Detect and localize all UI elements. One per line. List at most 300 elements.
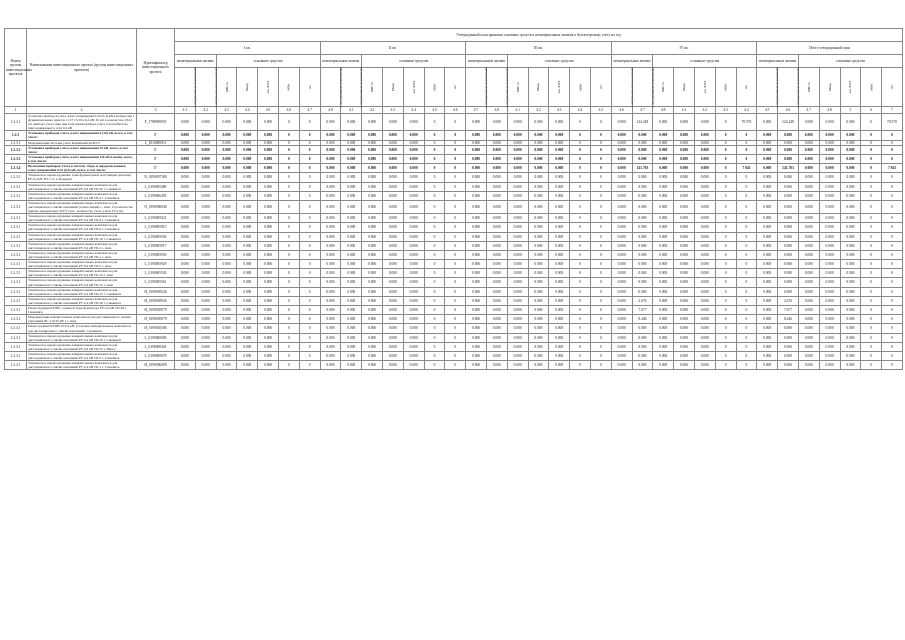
row-name: Техническое перевооружение измерительных комплексов для дистанционного снятия показаний РУ-0,4 кВ ТП-25 г. Миасс — [27, 342, 137, 351]
row-value: 0 — [715, 351, 736, 360]
row-value: 0 — [882, 200, 903, 213]
row-value: 0.000 — [466, 306, 487, 315]
row-value: 0 — [590, 241, 611, 250]
row-value: 0.000 — [549, 260, 570, 269]
column-header-unit: МВт — [424, 68, 445, 107]
row-value: 0.000 — [237, 154, 258, 163]
row-value: 0 — [424, 223, 445, 232]
row-value: 0.000 — [175, 315, 196, 324]
column-header-unit: км ЛЭП — [840, 68, 861, 107]
row-value: 0.000 — [195, 214, 216, 223]
row-value: 0.000 — [382, 200, 403, 213]
column-number: 4.3 — [549, 107, 570, 114]
row-value: 0.000 — [362, 214, 383, 223]
row-value: 0.000 — [382, 306, 403, 315]
row-value: 0 — [736, 145, 757, 154]
row-value: 0 — [278, 306, 299, 315]
row-value: 0.000 — [195, 315, 216, 324]
row-value: 0 — [861, 342, 882, 351]
row-name: Техническое перевооружение измерительных комплексов для дистанционного снятия показаний РУ-0,4 кВ ТП-1 г. Снежинск — [27, 361, 137, 370]
row-value: 0.000 — [798, 173, 819, 182]
row-value: 0.000 — [653, 191, 674, 200]
column-header-unit: в натуральных показателях — [466, 68, 487, 107]
row-value: 0 — [570, 200, 591, 213]
row-value: 0 — [278, 182, 299, 191]
row-value: 0.000 — [466, 351, 487, 360]
row-value: 0.000 — [840, 114, 861, 131]
row-value: 0.000 — [237, 260, 258, 269]
row-value: 0.000 — [611, 182, 632, 191]
row-value: 0 — [445, 324, 466, 333]
row-value: 0 — [278, 269, 299, 278]
row-value: 0.000 — [757, 342, 778, 351]
row-value: 0 — [861, 296, 882, 305]
row-value: 0.000 — [611, 145, 632, 154]
row-value: 0.000 — [216, 164, 237, 173]
row-value: 0.000 — [549, 173, 570, 182]
row-value: 0.000 — [528, 191, 549, 200]
row-code: L_0190000079 — [137, 351, 175, 360]
row-value: 0.000 — [175, 351, 196, 360]
row-value: 0.000 — [528, 250, 549, 259]
row-value: 0 — [424, 287, 445, 296]
row-value: 0.000 — [653, 223, 674, 232]
row-value: 0 — [299, 182, 320, 191]
row-value: 0 — [736, 182, 757, 191]
row-value: 0.000 — [798, 223, 819, 232]
row-value: 0.000 — [258, 296, 279, 305]
table-row — [5, 361, 903, 370]
row-value: 0.000 — [486, 241, 507, 250]
row-value: 0.000 — [216, 306, 237, 315]
row-value: 0.000 — [216, 269, 237, 278]
row-value: 0 — [882, 182, 903, 191]
column-header-unit: в натуральных показателях — [632, 68, 653, 107]
row-value: 0.000 — [632, 173, 653, 182]
row-value: 0.000 — [632, 191, 653, 200]
table-row — [5, 241, 903, 250]
row-id: 1.2.3.1 — [5, 260, 27, 269]
row-value: 0.000 — [528, 333, 549, 342]
row-value: 0.000 — [840, 333, 861, 342]
row-value: 0.000 — [840, 260, 861, 269]
row-value: 0 — [736, 241, 757, 250]
row-value: 0.000 — [341, 145, 362, 154]
row-value: 0.000 — [486, 164, 507, 173]
row-value: 0 — [278, 164, 299, 173]
row-value: 0.000 — [611, 241, 632, 250]
row-value: 0.000 — [694, 333, 715, 342]
row-value: 0.000 — [549, 361, 570, 370]
row-value: 0.000 — [611, 164, 632, 173]
row-value: 0.000 — [694, 260, 715, 269]
row-value: 0.000 — [403, 324, 424, 333]
row-value: 0 — [590, 191, 611, 200]
row-value: 0.000 — [611, 306, 632, 315]
row-value: 0.000 — [528, 324, 549, 333]
row-value: 0.000 — [195, 342, 216, 351]
row-value: 0.000 — [611, 324, 632, 333]
row-value: 0 — [278, 191, 299, 200]
row-value: 0.000 — [216, 361, 237, 370]
row-value: 0.000 — [403, 214, 424, 223]
row-value: 0.000 — [403, 154, 424, 163]
row-value: 0.000 — [175, 250, 196, 259]
table-row — [5, 214, 903, 223]
row-value: 0 — [861, 154, 882, 163]
row-value: 0 — [278, 173, 299, 182]
row-value: 0.000 — [653, 145, 674, 154]
column-header-os: основные средства — [216, 55, 320, 68]
row-value: 70.570 — [736, 114, 757, 131]
row-value: 0 — [570, 278, 591, 287]
row-value: 0.000 — [195, 351, 216, 360]
row-value: 0.000 — [840, 182, 861, 191]
row-value: 0.000 — [382, 114, 403, 131]
row-value: 0 — [570, 191, 591, 200]
row-value: 0 — [278, 223, 299, 232]
row-value: 0.000 — [798, 140, 819, 145]
column-number: 4.7 — [299, 107, 320, 114]
table-row — [5, 200, 903, 213]
row-value: 0.000 — [674, 173, 695, 182]
row-code: L_0190005930 — [137, 250, 175, 259]
row-value: 0 — [278, 351, 299, 360]
row-value: 0.000 — [216, 342, 237, 351]
row-value: 0 — [299, 154, 320, 163]
row-value: 0 — [715, 241, 736, 250]
row-value: 0.000 — [320, 296, 341, 305]
row-value: 0.000 — [653, 214, 674, 223]
column-number: 4.1 — [507, 107, 528, 114]
row-value: 0.000 — [819, 214, 840, 223]
row-value: 0 — [882, 361, 903, 370]
row-value: 0.000 — [362, 164, 383, 173]
row-value: 0.000 — [611, 131, 632, 140]
column-number: 4.8 — [320, 107, 341, 114]
row-value: 0.000 — [819, 342, 840, 351]
row-value: 0 — [736, 260, 757, 269]
row-id: 1.2.3.1 — [5, 241, 27, 250]
row-value: 0.000 — [382, 287, 403, 296]
row-value: 0 — [570, 287, 591, 296]
row-value: 0.000 — [195, 131, 216, 140]
row-id: 1.2.3.1 — [5, 324, 27, 333]
row-value: 0 — [715, 200, 736, 213]
row-value: 0.000 — [382, 223, 403, 232]
row-value: 0.000 — [320, 324, 341, 333]
row-code: L_0190005917 — [137, 241, 175, 250]
row-value: 0 — [424, 250, 445, 259]
row-value: 0 — [736, 306, 757, 315]
row-value: 0 — [861, 131, 882, 140]
row-value: 0.000 — [632, 333, 653, 342]
row-value: 0.000 — [216, 333, 237, 342]
table-row — [5, 333, 903, 342]
column-header-unit: шт — [590, 68, 611, 107]
row-value: 0.000 — [611, 333, 632, 342]
row-value: 0 — [882, 260, 903, 269]
row-value: 0.000 — [694, 140, 715, 145]
row-value: 0 — [424, 114, 445, 131]
row-value: 0.000 — [195, 232, 216, 241]
row-value: 0.000 — [611, 114, 632, 131]
row-value: 0 — [861, 214, 882, 223]
row-value: 0.000 — [237, 214, 258, 223]
row-value: 0 — [882, 140, 903, 145]
row-value: 0.000 — [528, 173, 549, 182]
row-value: 0.000 — [528, 306, 549, 315]
row-value: 0.000 — [757, 315, 778, 324]
column-number: 4.4 — [736, 107, 757, 114]
row-value: 0.000 — [507, 287, 528, 296]
row-value: 0 — [299, 342, 320, 351]
row-value: 0.000 — [382, 214, 403, 223]
row-value: 0.000 — [674, 241, 695, 250]
row-value: 0 — [590, 214, 611, 223]
row-value: 0.000 — [549, 306, 570, 315]
row-value: 0.000 — [237, 140, 258, 145]
row-value: 0.000 — [362, 361, 383, 370]
row-value: 0 — [861, 182, 882, 191]
row-value: 0 — [424, 173, 445, 182]
row-value: 0.000 — [611, 260, 632, 269]
row-value: 0 — [570, 324, 591, 333]
row-value: 0 — [570, 269, 591, 278]
row-value: 0.000 — [819, 351, 840, 360]
row-name: Реконструкция КТПН-10/0,4 кВ, установка измерительных комплексов для дистанционного снятия показаний г. Снежинск — [27, 324, 137, 333]
row-value: 0 — [715, 278, 736, 287]
row-value: 2.676 — [778, 296, 799, 305]
row-value: 0.000 — [362, 333, 383, 342]
row-value: 0 — [590, 324, 611, 333]
row-value: 0.000 — [486, 232, 507, 241]
column-header-unit: МВ×А — [653, 68, 674, 107]
row-value: 0 — [278, 250, 299, 259]
row-value: 0.000 — [840, 200, 861, 213]
row-value: 0 — [278, 232, 299, 241]
row-id: 1.2.3.1 — [5, 223, 27, 232]
row-value: 0 — [882, 306, 903, 315]
row-value: 0.000 — [486, 154, 507, 163]
row-value: 0.000 — [798, 154, 819, 163]
row-value: 0 — [590, 182, 611, 191]
row-value: 0 — [715, 287, 736, 296]
row-value: 0.000 — [195, 361, 216, 370]
row-value: 0.000 — [757, 287, 778, 296]
column-header-quarter: IV кв. — [611, 42, 757, 55]
row-value: 0.000 — [237, 287, 258, 296]
row-value: 0.000 — [528, 260, 549, 269]
row-value: 0.000 — [798, 306, 819, 315]
column-header-quarter: III кв. — [466, 42, 612, 55]
row-value: 0 — [882, 131, 903, 140]
row-value: 0.000 — [674, 114, 695, 131]
table-row — [5, 114, 903, 131]
row-value: 0 — [590, 173, 611, 182]
row-value: 0.000 — [507, 260, 528, 269]
row-value: 0 — [861, 333, 882, 342]
row-value: 0 — [299, 250, 320, 259]
row-value: 0.000 — [362, 260, 383, 269]
row-value: 0.000 — [362, 145, 383, 154]
row-name: Техническое перевооружение измерительных комплексов для дистанционного снятия показаний РУ-0,4 кВ ТП-5 г. Снежинск — [27, 351, 137, 360]
row-value: 0.000 — [216, 232, 237, 241]
row-value: 0 — [590, 361, 611, 370]
row-value: 0 — [590, 200, 611, 213]
row-value: 0.000 — [632, 145, 653, 154]
column-number: 4.7 — [632, 107, 653, 114]
row-value: 0.000 — [778, 260, 799, 269]
row-value: 0.000 — [486, 278, 507, 287]
column-number: 5 — [840, 107, 861, 114]
row-value: 0 — [445, 260, 466, 269]
column-header-unit: МВт — [278, 68, 299, 107]
column-header-unit: в натуральных показателях — [778, 68, 799, 107]
column-number: 4.3 — [216, 107, 237, 114]
row-id: 1.2.3.1 — [5, 269, 27, 278]
row-value: 0.000 — [486, 342, 507, 351]
row-value: 8.446 — [632, 315, 653, 324]
row-value: 0.000 — [507, 315, 528, 324]
row-value: 0.000 — [341, 260, 362, 269]
row-value: 0 — [590, 296, 611, 305]
row-value: 0.000 — [382, 154, 403, 163]
row-value: 0.000 — [486, 140, 507, 145]
row-value: 0.000 — [341, 154, 362, 163]
row-value: 0 — [715, 173, 736, 182]
row-value: 0.000 — [798, 191, 819, 200]
row-value: 141.703 — [632, 164, 653, 173]
row-value: 0.000 — [195, 333, 216, 342]
row-value: 0 — [861, 278, 882, 287]
row-value: 0.000 — [216, 250, 237, 259]
row-value: 7 943 — [736, 164, 757, 173]
row-code: H_0190005526 — [137, 287, 175, 296]
row-value: 0.000 — [674, 145, 695, 154]
row-value: 0.000 — [486, 173, 507, 182]
row-value: 0.000 — [549, 214, 570, 223]
row-value: 0.000 — [362, 315, 383, 324]
row-value: 0.000 — [258, 260, 279, 269]
row-value: 0.000 — [819, 324, 840, 333]
row-value: 0 — [278, 315, 299, 324]
row-value: 0 — [590, 278, 611, 287]
row-value: 0 — [861, 361, 882, 370]
row-value: 0 — [861, 260, 882, 269]
row-value: 0.000 — [216, 200, 237, 213]
row-value: 0.000 — [507, 232, 528, 241]
row-value: 0.000 — [341, 182, 362, 191]
row-value: 0.000 — [611, 351, 632, 360]
row-value: 0.000 — [840, 191, 861, 200]
row-value: 0.000 — [528, 164, 549, 173]
row-value: 0.000 — [237, 173, 258, 182]
row-value: 0.000 — [694, 191, 715, 200]
row-value: 0.000 — [258, 232, 279, 241]
row-id: 1.2.3.1 — [5, 173, 27, 182]
table-row — [5, 315, 903, 324]
row-value: 0.000 — [237, 324, 258, 333]
row-value: 0 — [299, 361, 320, 370]
row-value: 0 — [570, 214, 591, 223]
row-value: 0.000 — [175, 306, 196, 315]
row-id: 1.2.2.1 — [5, 114, 27, 131]
table-row — [5, 173, 903, 182]
row-value: 141.703 — [778, 164, 799, 173]
row-value: 0.000 — [653, 140, 674, 145]
row-id: 1.2.3.1 — [5, 315, 27, 324]
row-value: 0.000 — [507, 278, 528, 287]
row-value: 0.000 — [757, 140, 778, 145]
row-value: 0.000 — [258, 164, 279, 173]
row-value: 0 — [736, 287, 757, 296]
row-value: 0 — [424, 232, 445, 241]
row-value: 0.000 — [382, 241, 403, 250]
row-value: 0.000 — [507, 200, 528, 213]
row-value: 0.000 — [694, 154, 715, 163]
column-number: 4.5 — [590, 107, 611, 114]
row-value: 0.000 — [674, 315, 695, 324]
row-value: 0.000 — [549, 250, 570, 259]
row-value: 0.000 — [195, 154, 216, 163]
row-value: 0.000 — [757, 191, 778, 200]
row-value: 0.000 — [403, 191, 424, 200]
row-code: Г — [137, 131, 175, 140]
row-value: 0.000 — [798, 164, 819, 173]
row-name: Техническое перевооружение измерительных комплексов для дистанционного снятия показаний РУ-0,4 кВ ТП-20 г. Снежинск — [27, 182, 137, 191]
table-row — [5, 164, 903, 173]
row-value: 0.000 — [507, 342, 528, 351]
row-value: 0.000 — [341, 287, 362, 296]
row-value: 0.000 — [653, 164, 674, 173]
row-value: 0 — [590, 315, 611, 324]
row-value: 0.000 — [320, 361, 341, 370]
row-value: 0.000 — [466, 114, 487, 131]
row-value: 0.000 — [341, 200, 362, 213]
row-value: 0 — [590, 306, 611, 315]
table-row — [5, 260, 903, 269]
row-value: 0.000 — [549, 351, 570, 360]
row-value: 0.000 — [507, 296, 528, 305]
row-value: 0.000 — [216, 315, 237, 324]
row-value: 0 — [736, 140, 757, 145]
row-value: 0.000 — [819, 241, 840, 250]
row-value: 0.000 — [611, 140, 632, 145]
row-value: 0.000 — [840, 278, 861, 287]
row-value: 0.000 — [674, 260, 695, 269]
row-value: 0.000 — [403, 145, 424, 154]
row-value: 0 — [570, 315, 591, 324]
row-value: 0.000 — [507, 250, 528, 259]
column-header-os: основные средства — [362, 55, 466, 68]
row-value: 0.000 — [320, 269, 341, 278]
row-value: 0.000 — [362, 324, 383, 333]
row-value: 0 — [570, 154, 591, 163]
row-name: Техническое перевооружение измерительных комплексов для дистанционного снятия показаний РУ-0,4 кВ ТП-1 г. Аша — [27, 250, 137, 259]
row-value: 0.000 — [528, 154, 549, 163]
row-name: Техническое перевооружение измерительных комплексов для дистанционного снятия показаний РУ-0,4 кВ ТП-19 г. Снежинск — [27, 232, 137, 241]
row-value: 0.000 — [507, 182, 528, 191]
row-name: Техническое перевооружение измерительных комплексов для дистанционного снятия показаний РУ-0,4 кВ ТП-15 г. Аша — [27, 278, 137, 287]
row-value: 0 — [590, 260, 611, 269]
row-value: 0 — [445, 182, 466, 191]
row-value: 0.000 — [819, 173, 840, 182]
row-value: 0.000 — [403, 223, 424, 232]
row-value: 0.000 — [341, 278, 362, 287]
row-value: 0 — [590, 114, 611, 131]
row-value: 0.000 — [486, 306, 507, 315]
